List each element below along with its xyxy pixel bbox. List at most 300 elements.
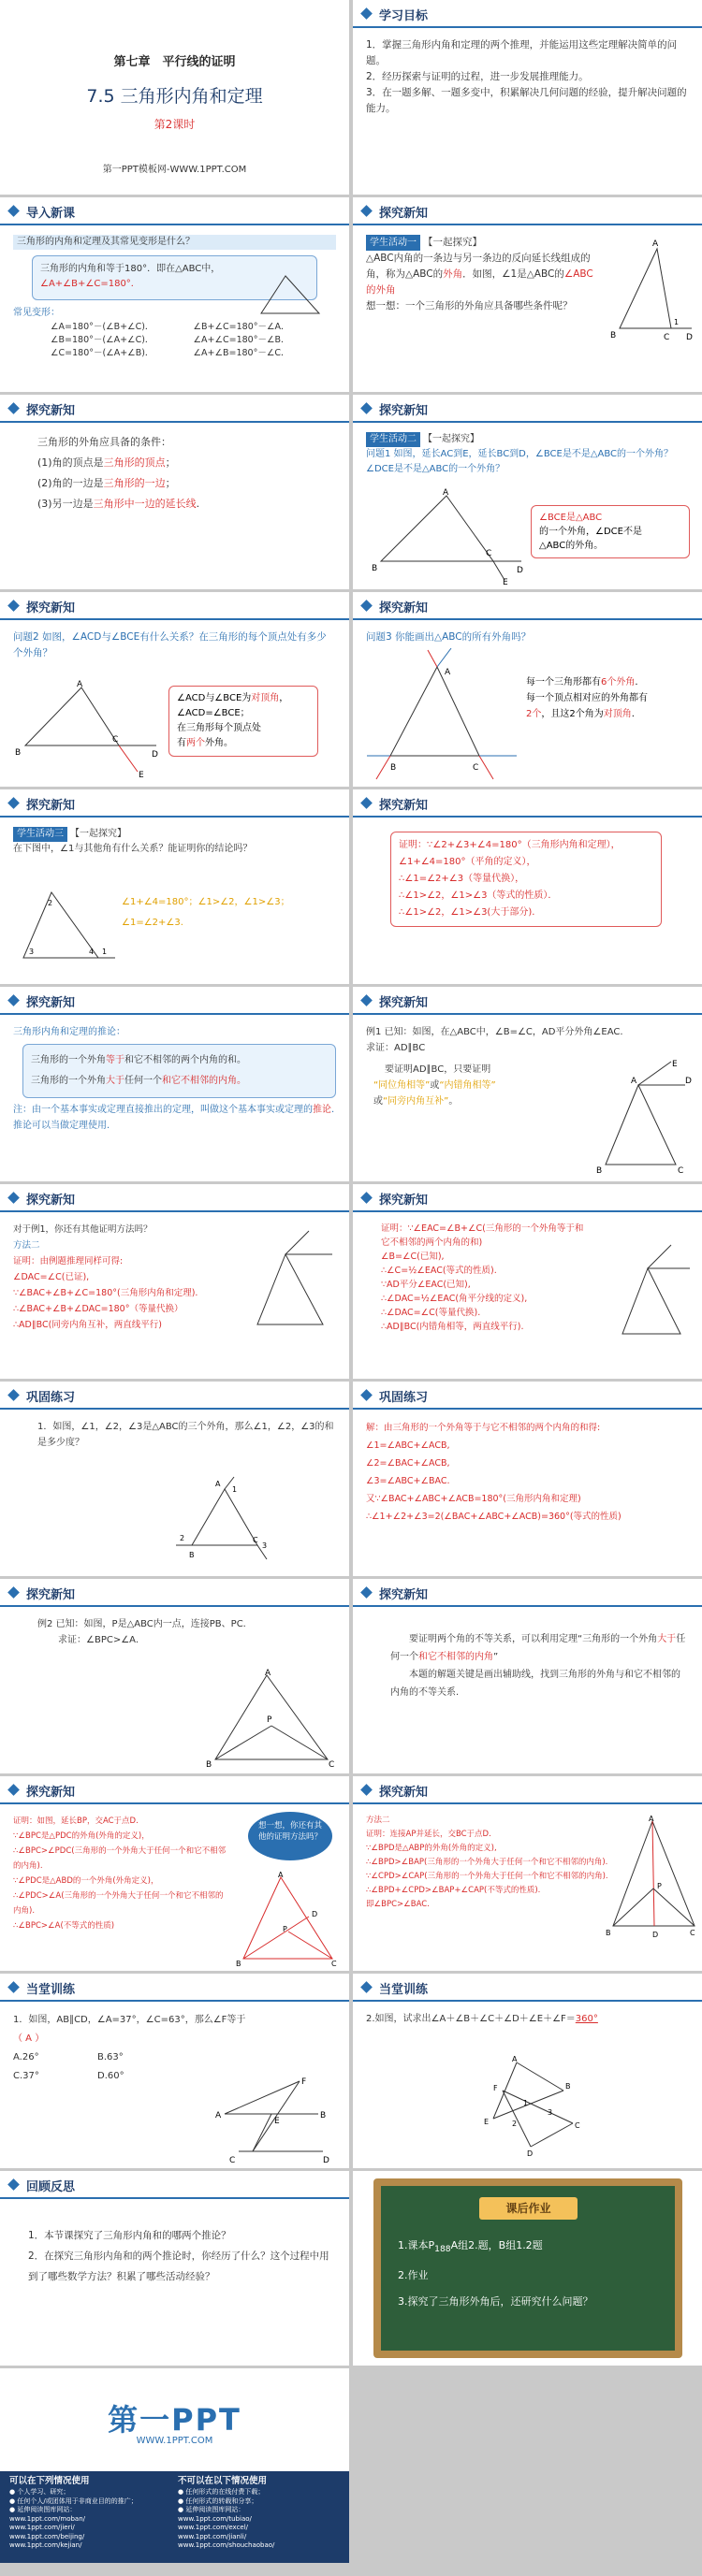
point-label: E xyxy=(672,1060,678,1069)
point-label: D xyxy=(517,566,523,575)
angle-label: 1 xyxy=(674,318,680,326)
activity-tag: 学生活动三 xyxy=(13,827,67,842)
point-label: B xyxy=(606,1929,611,1937)
slide-header: 巩固练习 xyxy=(26,1391,76,1405)
keyword: “内错角相等” xyxy=(439,1080,496,1091)
proof-line: 证明：∵∠EAC=∠B+∠C(三角形的一个外角等于和 xyxy=(381,1223,584,1234)
diamond-icon xyxy=(360,994,373,1006)
slide-header: 探究新知 xyxy=(26,404,76,418)
point-label: B xyxy=(206,1760,212,1770)
option: D.60° xyxy=(97,2071,124,2081)
review-question: 1．本节课探究了三角形内角和的哪两个推论？ xyxy=(28,2230,231,2241)
definition-line: 三角形的内角和等于180°．即在△ABC中， xyxy=(40,264,221,274)
question-3: 问题3 你能画出△ABC的所有外角吗？ xyxy=(366,631,532,643)
solution-line: ∠2=∠BAC+∠ACB, xyxy=(366,1458,450,1469)
point-label: C xyxy=(664,333,670,342)
diamond-icon xyxy=(7,1192,20,1204)
slide-example-1 xyxy=(353,987,702,1181)
homework-page: 188 xyxy=(434,2244,451,2255)
proof-line: ∴∠BPC>∠PDC(三角形的一个外角大于任何一个和它不相邻的内角). xyxy=(13,1846,227,1871)
angle-relation-figure xyxy=(14,883,117,972)
diamond-icon xyxy=(7,797,20,809)
variant: ∠B+∠C=180°－∠A． xyxy=(193,322,290,332)
point-label: B xyxy=(15,748,22,758)
point-label: A xyxy=(77,680,83,689)
slide-example-2-proof xyxy=(0,1776,349,1971)
option: C.37° xyxy=(13,2071,39,2081)
keyword: 和它不相邻的内角 xyxy=(418,1652,493,1662)
homework-title: 课后作业 xyxy=(479,2197,578,2220)
analysis-text: 本题的解题关键是画出辅助线，找到三角形的外角与和它不相邻的内角的不等关系. xyxy=(390,1670,680,1698)
diamond-icon xyxy=(360,1586,373,1599)
keyword: 大于 xyxy=(106,1076,124,1086)
link[interactable]: www.1ppt.com/jianli/ xyxy=(178,2532,247,2540)
point-label: A xyxy=(512,2055,518,2063)
question-2: 问题2 如图，∠ACD与∠BCE有什么关系？在三角形的每个顶点处有多少个外角？ xyxy=(13,631,327,658)
slide-header: 当堂训练 xyxy=(379,1983,429,1997)
diamond-icon xyxy=(7,994,20,1006)
slide-example-2-method-2 xyxy=(353,1776,702,1971)
point-label: P xyxy=(657,1882,662,1890)
proof-line: ∠1+∠4=180°（平角的定义）， xyxy=(399,857,536,867)
proof-line: ∵∠PDC是△ABD的一个外角(外角定义)， xyxy=(13,1876,159,1886)
point-label: A xyxy=(445,668,451,677)
keyword: “同旁内角互补” xyxy=(383,1096,449,1107)
point-label: C xyxy=(112,735,119,745)
extended-triangle-figure xyxy=(362,488,526,586)
definition-formula: ∠A+∠B+∠C=180°． xyxy=(40,279,140,289)
diamond-icon xyxy=(360,402,373,414)
slide-header: 探究新知 xyxy=(379,207,429,221)
keyword: 等于 xyxy=(106,1055,124,1065)
angle-label: 2 xyxy=(48,899,53,907)
proof-line: ∵∠BAC+∠B+∠C=180°(三角形内角和定理). xyxy=(13,1288,198,1298)
keyword: 推论 xyxy=(313,1105,331,1115)
slide-method-2 xyxy=(0,1184,349,1379)
variants-label: 常见变形： xyxy=(13,308,60,318)
triangle-figure xyxy=(257,272,323,319)
source-label: 第一PPT模板网-WWW.1PPT.COM xyxy=(102,165,247,175)
proof-line: ∴∠BAC+∠B+∠DAC=180°（等量代换） xyxy=(13,1304,183,1314)
point-label: D xyxy=(685,1077,692,1086)
proof-line: ∴∠C=½∠EAC(等式的性质). xyxy=(381,1266,497,1276)
angle-label: 2 xyxy=(512,2120,518,2128)
solution-line: ∴∠1+∠2+∠3=2(∠BAC+∠ABC+∠ACB)=360°(等式的性质) xyxy=(366,1512,622,1522)
slide-header: 探究新知 xyxy=(26,799,76,813)
slide-proof-3 xyxy=(353,789,702,984)
slide-header: 探究新知 xyxy=(26,1194,76,1208)
slide-intro xyxy=(0,197,349,392)
slide-header: 探究新知 xyxy=(26,996,76,1010)
keyword: 对顶角 xyxy=(251,693,280,703)
proof-line: ∴∠1=∠2+∠3（等量代换）， xyxy=(399,874,525,884)
point-label: C xyxy=(229,2156,236,2165)
solution-line: ∠1=∠ABC+∠ACB, xyxy=(366,1440,450,1451)
diamond-icon xyxy=(7,1586,20,1599)
homework-list xyxy=(398,2233,593,2315)
keyword: 三角形中一边的延长线 xyxy=(93,498,197,510)
answer-text: ∠ACD与∠BCE为 xyxy=(177,693,252,703)
theorem-title: 三角形内角和定理的推论： xyxy=(13,1027,125,1037)
angle-label: 3 xyxy=(548,2108,553,2117)
answer-text: 在三角形每个顶点处 xyxy=(177,723,261,733)
homework-item: A组2.题，B组1.2题 xyxy=(450,2239,543,2251)
answer-text: 每一个三角形都有 xyxy=(526,677,601,687)
slide-header: 当堂训练 xyxy=(26,1983,76,1997)
example-1-figure xyxy=(592,1057,695,1179)
keyword: “同位角相等” xyxy=(373,1080,431,1091)
answer-text: 每一个顶点相对应的外角都有 xyxy=(526,693,648,703)
link[interactable]: www.1ppt.com/tubiao/ xyxy=(178,2514,252,2523)
practice-1-figure xyxy=(168,1475,281,1564)
point-label: B xyxy=(610,331,617,340)
variant: ∠A+∠B=180°－∠C． xyxy=(193,348,290,358)
usage-allowed-title: 可以在下列情况使用 xyxy=(9,2476,90,2486)
solution-line: 又∵∠BAC+∠ABC+∠ACB=180°(三角形内角和定理) xyxy=(366,1494,581,1504)
slide-header: 探究新知 xyxy=(26,1786,76,1800)
proof-line: 证明：由例题推理同样可得: xyxy=(13,1256,124,1266)
example-text: 例1 已知：如图，在△ABC中，∠B=∠C，AD平分外角∠EAC. xyxy=(366,1027,623,1037)
angle-label: 3 xyxy=(29,948,35,956)
diamond-icon xyxy=(7,1784,20,1796)
theorem-text: 三角形的一个外角 xyxy=(31,1055,106,1065)
point-label: B xyxy=(189,1551,195,1559)
solution-line: ∠3=∠ABC+∠BAC. xyxy=(366,1476,450,1486)
example-2-figure xyxy=(201,1668,337,1771)
answer-text: ∠BCE是△ABC xyxy=(539,513,603,523)
proof-line: ∴∠BPD>∠BAP(三角形的一个外角大于任何一个和它不相邻的内角). xyxy=(366,1858,608,1867)
slide-goals xyxy=(353,0,702,195)
proof-line: ∵∠BPD是△ABP的外角(外角的定义), xyxy=(366,1844,497,1853)
training-question: 1．如图，AB∥CD，∠A=37°，∠C=63°，那么∠F等于 xyxy=(13,2015,246,2025)
slide-header: 探究新知 xyxy=(379,404,429,418)
usage-forbidden-title: 不可以在以下情况使用 xyxy=(178,2476,268,2486)
angle-label: 1 xyxy=(232,1485,238,1494)
diamond-icon xyxy=(360,1981,373,1993)
proof-line: 证明：如图，延长BP，交AC于点D. xyxy=(13,1816,139,1826)
answer-text: . xyxy=(635,677,638,687)
proof-line: ∴∠BPD+∠CPD>∠BAP+∠CAP(不等式的性质). xyxy=(366,1886,541,1895)
solution-line: 解：由三角形的一个外角等于与它不相邻的两个内角的和得: xyxy=(366,1423,601,1433)
slide-header: 探究新知 xyxy=(26,1588,76,1602)
proof-line: ∴∠DAC=∠C(等量代换). xyxy=(381,1308,481,1318)
diamond-icon xyxy=(7,2178,20,2191)
goal-item: 1．掌握三角形内角和定理的两个推理，并能运用这些定理解决简单的问题。 xyxy=(366,39,678,66)
analysis-text: ” xyxy=(493,1652,499,1662)
point-label: C xyxy=(331,1960,337,1968)
usage-panel xyxy=(0,2471,349,2563)
angle-label: 3 xyxy=(262,1541,268,1550)
slide-practice-1 xyxy=(0,1382,349,1576)
think-bubble: 想一想，你还有其他的证明方法吗？ xyxy=(248,1812,332,1860)
condition: (3)另一边是 xyxy=(37,498,94,510)
point-label: F xyxy=(301,2077,307,2087)
slide-question-2 xyxy=(0,592,349,787)
answer-text: . xyxy=(631,709,635,719)
question-1: 问题1 如图，延长AC到E，延长BC到D，∠BCE是不是△ABC的一个外角？∠DCE是不是△ABC的一个外角？ xyxy=(366,449,674,474)
method-2-figure xyxy=(248,1226,342,1339)
proof-line: ∴AD∥BC(同旁内角互补，两直线平行) xyxy=(13,1320,163,1330)
point-label: D xyxy=(527,2149,534,2156)
link[interactable]: www.1ppt.com/kejian/ xyxy=(9,2541,82,2549)
proof-line: ∴∠DAC=½∠EAC(角平分线的定义), xyxy=(381,1294,528,1304)
answer-text: ，且这2个角为 xyxy=(541,709,604,719)
slide-practice-1-answer xyxy=(353,1382,702,1576)
angle-label: 4 xyxy=(89,948,95,956)
slide-header: 巩固练习 xyxy=(379,1391,429,1405)
activity-subtitle: 【一起探究】 xyxy=(423,237,482,248)
proof-line: ∠DAC=∠C(已证), xyxy=(13,1272,90,1282)
slide-header: 探究新知 xyxy=(379,996,429,1010)
example-text: 例2 已知：如图，P是△ABC内一点，连接PB、PC. xyxy=(37,1619,246,1629)
proof-line: ∵∠CPD>∠CAP(三角形的一个外角大于任何一个和它不相邻的内角). xyxy=(366,1872,608,1881)
activity-subtitle: 【一起探究】 xyxy=(423,434,479,444)
slide-proof-1 xyxy=(353,1184,702,1379)
training-answer: （ A ） xyxy=(13,2033,45,2044)
proof-line: ∴AD∥BC(内错角相等，两直线平行). xyxy=(381,1322,524,1332)
slide-header: 探究新知 xyxy=(379,601,429,615)
lesson-title: 7.5 三角形内角和定理 xyxy=(86,86,263,107)
theorem-text: 和它不相邻的两个内角的和。 xyxy=(124,1055,246,1065)
point-label: C xyxy=(690,1929,695,1937)
option: B.63° xyxy=(97,2052,124,2062)
homework-item: 3.探究了三角形外角后，还研究什么问题？ xyxy=(398,2295,593,2308)
point-label: E xyxy=(503,578,508,586)
link[interactable]: www.1ppt.com/moban/ xyxy=(9,2514,86,2523)
slide-header: 探究新知 xyxy=(379,1588,429,1602)
angle-label: 2 xyxy=(180,1534,185,1542)
keyword: 对顶角 xyxy=(603,709,632,719)
note-text: 注：由一个基本事实或定理直接推出的定理，叫做这个基本事实或定理的 xyxy=(13,1105,313,1115)
slide-header: 回顾反思 xyxy=(26,2180,76,2194)
condition: ； xyxy=(165,477,176,489)
training-answer: 360° xyxy=(575,2014,598,2024)
homework-item: 2.作业 xyxy=(398,2269,429,2282)
answer-text: 有 xyxy=(177,738,186,748)
slide-example-2 xyxy=(0,1579,349,1773)
slide-header: 探究新知 xyxy=(26,601,76,615)
slide-activity-3 xyxy=(0,789,349,984)
goal-item: 3．在一题多解、一题多变中，积累解决几何问题的经验，提升解决问题的能力。 xyxy=(366,87,687,114)
answer-text: 的一个外角，∠DCE不是 xyxy=(539,527,642,537)
proof-line: ∠B=∠C(已知), xyxy=(381,1252,445,1262)
diamond-icon xyxy=(360,1389,373,1401)
diamond-icon xyxy=(360,1192,373,1204)
diamond-icon xyxy=(7,600,20,612)
intro-question: 三角形的内角和定理及其常见变形是什么？ xyxy=(13,235,336,250)
practice-question: 1．如图，∠1，∠2，∠3是△ABC的三个外角，那么∠1，∠2，∠3的和是多少度？ xyxy=(37,1422,334,1448)
point-label: C xyxy=(329,1760,335,1770)
point-label: A xyxy=(443,488,449,498)
point-label: E xyxy=(484,2118,490,2126)
point-label: B xyxy=(596,1166,603,1176)
point-label: B xyxy=(320,2111,327,2120)
goal-item: 2．经历探索与证明的过程，进一步发展推理能力。 xyxy=(366,71,589,82)
analysis-text: 任何一个 xyxy=(390,1634,686,1662)
usage-item: ● 任何形式的转载和分享； xyxy=(178,2496,258,2505)
keyword: 2个 xyxy=(526,709,542,719)
point-label: D xyxy=(323,2156,329,2165)
chapter-title: 第七章 平行线的证明 xyxy=(113,55,236,69)
link[interactable]: www.1ppt.com/shouchaobao/ xyxy=(178,2541,275,2549)
slide-header: 探究新知 xyxy=(379,1194,429,1208)
usage-item: ● 延伸阅读图库网站： xyxy=(9,2506,77,2513)
diamond-icon xyxy=(7,1981,20,1993)
example-2-method-2-figure xyxy=(606,1814,699,1945)
keyword: 三角形的一边 xyxy=(103,477,166,489)
proof-1-figure xyxy=(615,1240,695,1343)
slide-example-2-analysis xyxy=(353,1579,702,1773)
example-text: 求证：∠BPC>∠A. xyxy=(58,1635,139,1645)
definition-text: ．如图，∠1是△ABC的 xyxy=(462,268,564,280)
diamond-icon xyxy=(360,797,373,809)
point-label: C xyxy=(575,2121,580,2130)
theorem-text: 任何一个 xyxy=(124,1076,162,1086)
activity-question: 在下图中，∠1与其他角有什么关系？能证明你的结论吗？ xyxy=(13,844,253,854)
parallel-lines-figure xyxy=(215,2077,342,2165)
point-label: D xyxy=(652,1931,659,1939)
usage-item: ● 个人学习、研究； xyxy=(9,2488,70,2496)
point-label: B xyxy=(372,564,378,573)
proof-line: ∴∠PDC>∠A(三角形的一个外角大于任何一个和它不相邻的内角). xyxy=(13,1891,224,1916)
slide-training-1 xyxy=(0,1974,349,2168)
variant: ∠B=180°－(∠A+∠C)． xyxy=(51,335,154,345)
example-2-proof-figure xyxy=(234,1870,342,1968)
diamond-icon xyxy=(7,402,20,414)
diamond-icon xyxy=(360,600,373,612)
diamond-icon xyxy=(360,205,373,217)
proof-line: 证明：连接AP并延长，交BC于点D. xyxy=(366,1830,491,1839)
proof-line: ∴∠1>∠2，∠1>∠3(大于部分). xyxy=(399,907,535,918)
example-text: 。 xyxy=(448,1096,459,1107)
slide-advert xyxy=(0,2368,349,2563)
point-label: D xyxy=(686,333,693,342)
star-figure xyxy=(475,2053,587,2156)
variant: ∠A=180°－(∠B+∠C)． xyxy=(51,322,154,332)
usage-item: ● 延伸阅读图库网站： xyxy=(178,2506,245,2513)
point-label: P xyxy=(267,1715,272,1725)
proof-line: 即∠BPC>∠BAC. xyxy=(366,1900,430,1909)
answer-text: 外角。 xyxy=(205,738,233,748)
relation-text: ∠1=∠2+∠3. xyxy=(122,918,183,928)
proof-line: 它不相邻的两个内角的和) xyxy=(381,1237,483,1248)
point-label: A xyxy=(265,1669,271,1678)
theorem-text: 三角形的一个外角 xyxy=(31,1076,106,1086)
brand-logo: 第一PPT xyxy=(108,2402,241,2438)
slide-homework xyxy=(353,2171,702,2366)
slide-review xyxy=(0,2171,349,2366)
link[interactable]: www.1ppt.com/excel/ xyxy=(178,2524,249,2531)
slide-activity-2 xyxy=(353,395,702,589)
condition: (1)角的顶点是 xyxy=(37,456,104,469)
point-label: D xyxy=(152,750,158,760)
point-label: E xyxy=(274,2117,280,2126)
condition: ； xyxy=(165,456,176,469)
homework-item: 1.课本P xyxy=(398,2239,435,2251)
brand-url: WWW.1PPT.COM xyxy=(136,2436,213,2446)
activity-tag: 学生活动一 xyxy=(366,235,420,251)
training-question: 2.如图，试求出∠A＋∠B＋∠C＋∠D＋∠E＋∠F＝ xyxy=(366,2014,576,2024)
relation-text: ∠1+∠4=180°；∠1>∠2，∠1>∠3； xyxy=(122,897,290,907)
method-label: 方法二 xyxy=(13,1240,40,1251)
example-text: 或 xyxy=(373,1096,383,1107)
keyword: 三角形的顶点 xyxy=(103,456,166,469)
angle-label: 1 xyxy=(102,948,108,956)
proof-line: ∵∠BPC是△PDC的外角(外角的定义)， xyxy=(13,1831,150,1841)
method-label: 方法二 xyxy=(366,1816,390,1825)
all-exterior-angles-figure xyxy=(362,648,521,784)
diamond-icon xyxy=(7,1389,20,1401)
answer-text: ，∠ACD=∠BCE； xyxy=(177,693,289,718)
point-label: A xyxy=(215,2111,222,2120)
slide-activity-1 xyxy=(353,197,702,392)
proof-line: ∴∠1>∠2，∠1>∠3（等式的性质）． xyxy=(399,890,558,901)
proof-line: ∴∠BPC>∠A(不等式的性质) xyxy=(13,1921,115,1931)
variant: ∠A+∠C=180°－∠B． xyxy=(193,335,290,345)
keyword: 两个 xyxy=(186,738,205,748)
point-label: A xyxy=(278,1871,284,1879)
variant: ∠C=180°－(∠A+∠B)． xyxy=(51,348,154,358)
point-label: F xyxy=(493,2084,498,2092)
diamond-icon xyxy=(7,205,20,217)
slide-conditions xyxy=(0,395,349,589)
example-text: 求证：AD∥BC xyxy=(366,1043,426,1053)
exterior-angle-figure xyxy=(606,235,695,347)
link[interactable]: www.1ppt.com/beijing/ xyxy=(9,2532,85,2540)
keyword: 和它不相邻的内角。 xyxy=(162,1076,246,1086)
proof-line: 证明：∵∠2+∠3+∠4=180°（三角形内角和定理）， xyxy=(399,840,621,850)
lesson-subtitle: 第2课时 xyxy=(154,118,196,131)
question-text: 对于例1，你还有其他证明方法吗？ xyxy=(13,1224,153,1235)
point-label: B xyxy=(565,2082,571,2091)
slide-training-2 xyxy=(353,1974,702,2168)
slide-header: 探究新知 xyxy=(379,1786,429,1800)
keyword: 外角 xyxy=(443,268,463,280)
point-label: D xyxy=(312,1910,318,1918)
slide-header: 导入新课 xyxy=(26,207,76,221)
point-label: P xyxy=(283,1925,287,1933)
example-text: 或 xyxy=(430,1080,440,1091)
point-label: A xyxy=(649,1815,654,1823)
angle-label: 1 xyxy=(523,2099,529,2107)
point-label: A xyxy=(215,1480,221,1488)
point-label: A xyxy=(652,239,659,249)
point-label: C xyxy=(473,763,479,773)
definition-text: △ABC内角的一条边与另一条边的反向延长线组成的角，称为△ABC的 xyxy=(366,253,591,280)
activity-subtitle: 【一起探究】 xyxy=(70,829,126,839)
note-text: .推论可以当做定理使用. xyxy=(13,1105,335,1131)
point-label: E xyxy=(139,771,144,780)
condition: (2)角的一边是 xyxy=(37,477,104,489)
point-label: A xyxy=(631,1077,637,1086)
keyword: ∠ABC的外角 xyxy=(366,268,593,296)
slide-question-3 xyxy=(353,592,702,787)
option: A.26° xyxy=(13,2052,39,2062)
point-label: C xyxy=(253,1536,258,1544)
keyword: 6个外角 xyxy=(601,677,636,687)
keyword: 大于 xyxy=(657,1634,677,1644)
slide-header: 探究新知 xyxy=(379,799,429,813)
diamond-icon xyxy=(360,7,373,20)
answer-text: △ABC的外角。 xyxy=(539,541,604,551)
conditions-title: 三角形的外角应具备的条件： xyxy=(37,436,171,448)
activity-tag: 学生活动二 xyxy=(366,432,420,447)
condition: . xyxy=(196,498,200,510)
slide-theorem xyxy=(0,987,349,1181)
slide-cover xyxy=(0,0,349,195)
slide-header: 学习目标 xyxy=(379,9,429,23)
link[interactable]: www.1ppt.com/jieri/ xyxy=(9,2524,75,2531)
